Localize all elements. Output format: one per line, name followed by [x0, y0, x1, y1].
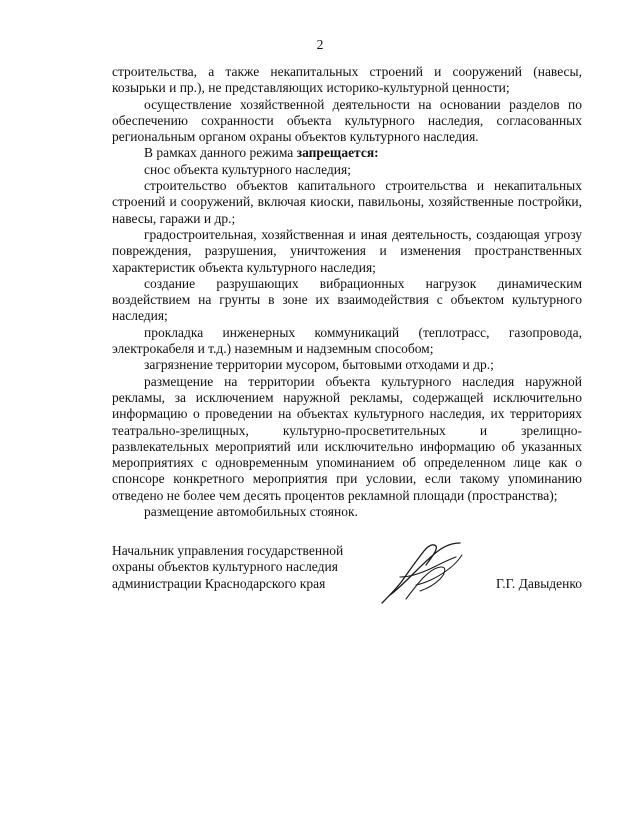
- paragraph-economic-activity: осуществление хозяйственной деятельности на основании разделов по обеспечению сохранности объекта культурного наследия, согласованных региональным органом охраны объектов культурного наследия.: [112, 96, 582, 145]
- paragraph-advertising: размещение на территории объекта культурного наследия наружной рекламы, за исключением наружной рекламы, содержащей исключительно информацию о проведении на объектах культурного наследия, их территориях театрально-зрелищных, культурно-просветительных и зрелищно-развлекательных мероприятий или исключительно информацию об указанных мероприятиях с одновременным упоминанием об определенном лице как о спонсоре конкретного мероприятия при условии, если такому упоминанию отведено не более чем десять процентов рекламной площади (пространства);: [112, 373, 582, 503]
- paragraph-capital-construction: строительство объектов капитального строительства и некапитальных строений и сооружений, включая киоски, павильоны, хозяйственные постройки, навесы, гаражи и др.;: [112, 178, 582, 226]
- paragraph-pollution: загрязнение территории мусором, бытовыми отходами и др.;: [144, 357, 494, 373]
- page-number: 2: [316, 37, 324, 52]
- signatory-title: [112, 543, 402, 592]
- prohibited-intro-text: В рамках данного режима: [144, 145, 297, 161]
- paragraph-parking: размещение автомобильных стоянок.: [144, 504, 358, 520]
- signatory-title-line: Начальник управления государственной: [112, 543, 344, 558]
- prohibited-keyword: запрещается:: [296, 145, 379, 161]
- signatory-title-line: администрации Краснодарского края: [112, 575, 326, 591]
- paragraph-vibration-loads: создание разрушающих вибрационных нагрузок динамическим воздействием на грунты в зоне их взаимодействия с объектом культурного наследия;: [112, 275, 582, 324]
- paragraph-demolition: снос объекта культурного наследия;: [144, 161, 351, 177]
- paragraph-prohibited-intro: [112, 145, 582, 161]
- paragraph-utility-laying: прокладка инженерных коммуникаций (теплотрасс, газопровода, электрокабеля и т.д.) наземным и надземным способом;: [112, 324, 582, 357]
- paragraph-construction-continuation: строительства, а также некапитальных строений и сооружений (навесы, козырьки и пр.), не представляющих историко-культурной ценности;: [112, 64, 582, 96]
- handwritten-signature: [376, 537, 466, 609]
- signatory-name: Г.Г. Давыденко: [495, 576, 582, 591]
- document-body: [112, 64, 582, 520]
- signatory-title-line: охраны объектов культурного наследия: [112, 559, 338, 575]
- paragraph-urban-activity: градостроительная, хозяйственная и иная деятельность, создающая угрозу повреждения, разрушения, уничтожения и изменения пространственных характеристик объекта культурного наследия;: [112, 226, 582, 275]
